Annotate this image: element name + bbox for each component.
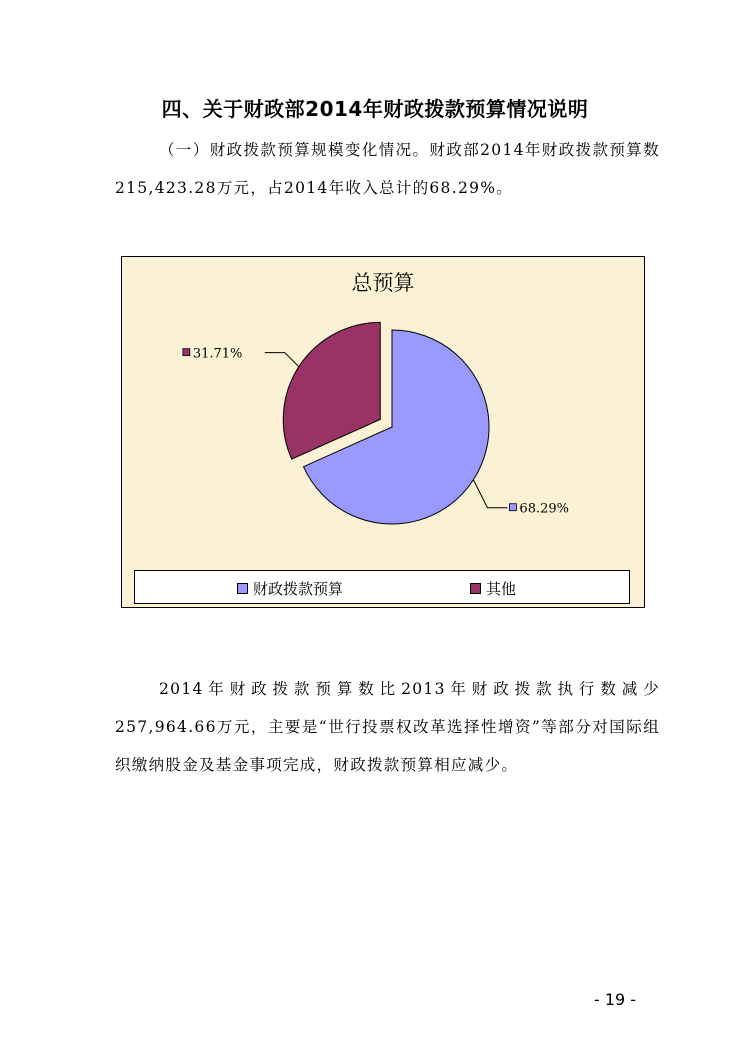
legend-label-fiscal: 财政拨款预算	[253, 580, 344, 598]
data-label-0: 68.29%	[519, 501, 570, 517]
data-label-swatch-1	[183, 349, 190, 356]
chart-legend	[134, 570, 630, 604]
legend-swatch-other	[470, 583, 481, 594]
legend-label-other: 其他	[486, 580, 517, 598]
leader-line-0	[473, 480, 507, 508]
data-label-1: 31.71%	[192, 346, 243, 362]
paragraph-budget-scale: （一）财政拨款预算规模变化情况。财政部2014年财政拨款预算数215,423.28万元，占2014年收入总计的68.29%。	[115, 141, 660, 197]
leader-line-1	[265, 353, 299, 367]
section-heading: 四、关于财政部2014年财政拨款预算情况说明	[161, 97, 589, 121]
pie-chart-svg	[122, 257, 646, 609]
data-label-swatch-0	[509, 504, 516, 511]
legend-item-other	[470, 578, 516, 599]
paragraph-budget-change: 2014年财政拨款预算数比2013年财政拨款执行数减少257,964.66万元，主要是“世行投票权改革选择性增资”等部分对国际组织缴纳股金及基金事项完成，财政拨款预算相应减少。	[115, 680, 660, 774]
legend-item-fiscal	[237, 578, 343, 599]
page-number: - 19 -	[594, 990, 637, 1009]
pie-chart	[121, 256, 645, 608]
legend-swatch-fiscal	[237, 583, 248, 594]
chart-title: 总预算	[351, 271, 415, 295]
